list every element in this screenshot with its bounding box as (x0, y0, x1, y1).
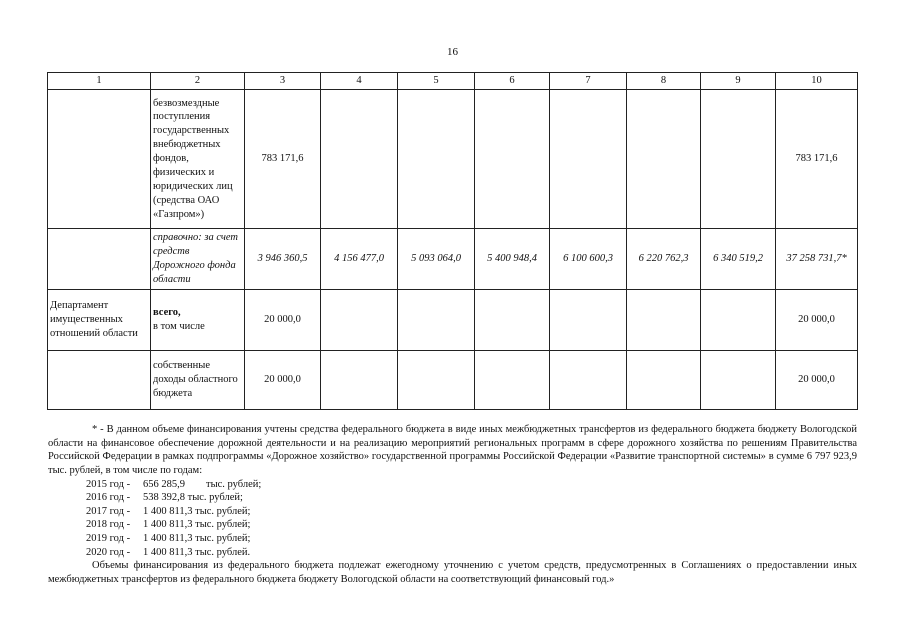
year-amount: 1 400 811,3 тыс. рублей. (143, 546, 251, 558)
year-label: 2018 год - (86, 519, 131, 531)
value-cell: 783 171,6 (245, 90, 321, 229)
year-amount: 656 285,9 тыс. рублей; (143, 478, 262, 490)
footnote (48, 423, 857, 587)
value-cell (475, 290, 550, 351)
value-cell (701, 290, 776, 351)
value-cell (475, 351, 550, 410)
header-cell: 8 (627, 73, 701, 90)
row-organization-cell (48, 351, 151, 410)
list-item (86, 491, 857, 505)
value-cell: 20 000,0 (776, 351, 858, 410)
value-cell (550, 290, 627, 351)
header-cell: 10 (776, 73, 858, 90)
row-organization-cell: Департамент имущественных отношений области (48, 290, 151, 351)
header-cell: 5 (398, 73, 475, 90)
value-cell (321, 351, 398, 410)
financing-table (47, 72, 858, 410)
table-row (48, 90, 858, 229)
value-cell (627, 351, 701, 410)
yearly-amounts-list (86, 478, 857, 560)
row-source-cell (151, 290, 245, 351)
list-item (86, 518, 857, 532)
list-item (86, 532, 857, 546)
value-cell (627, 290, 701, 351)
row-source-cell: безвозмездные поступления государственных внебюджетных фондов, физических и юридических лиц (средства ОАО «Газпром») (151, 90, 245, 229)
year-label: 2020 год - (86, 546, 131, 558)
value-cell: 6 340 519,2 (701, 229, 776, 290)
value-cell: 5 400 948,4 (475, 229, 550, 290)
row-source-cell: справочно: за счет средств Дорожного фонда области (151, 229, 245, 290)
value-cell: 20 000,0 (776, 290, 858, 351)
value-cell (475, 90, 550, 229)
value-cell: 783 171,6 (776, 90, 858, 229)
including-label: в том числе (153, 321, 205, 332)
table-header-row (48, 73, 858, 90)
value-cell: 4 156 477,0 (321, 229, 398, 290)
year-amount: 1 400 811,3 тыс. рублей; (143, 533, 251, 545)
value-cell: 6 100 600,3 (550, 229, 627, 290)
value-cell (398, 290, 475, 351)
total-label: всего, (153, 307, 181, 319)
value-cell (627, 90, 701, 229)
table-row (48, 351, 858, 410)
header-cell: 2 (151, 73, 245, 90)
list-item (86, 546, 857, 560)
value-cell (321, 290, 398, 351)
header-cell: 7 (550, 73, 627, 90)
year-amount: 1 400 811,3 тыс. рублей; (143, 519, 251, 531)
year-label: 2016 год - (86, 492, 131, 504)
row-organization-cell (48, 90, 151, 229)
value-cell (398, 351, 475, 410)
year-amount: 538 392,8 тыс. рублей; (143, 492, 243, 504)
value-cell (550, 90, 627, 229)
value-cell: 20 000,0 (245, 290, 321, 351)
closing-paragraph: Объемы финансирования из федерального бюджета подлежат ежегодному уточнению с учетом средств, предусмотренных в Соглашениях о предоставлении иных межбюджетных трансфертов из федерального бюджета бюджету Вологодской области на соответствующий финансовый год.» (48, 560, 857, 586)
page-number: 16 (447, 46, 458, 58)
header-cell: 1 (48, 73, 151, 90)
table-row (48, 290, 858, 351)
list-item (86, 505, 857, 519)
header-cell: 9 (701, 73, 776, 90)
header-cell: 6 (475, 73, 550, 90)
value-cell (398, 90, 475, 229)
list-item (86, 478, 857, 492)
value-cell: 3 946 360,5 (245, 229, 321, 290)
footnote-text: * - В данном объеме финансирования учтены средства федерального бюджета в виде иных межбюджетных трансфертов из федерального бюджета бюджету Вологодской области на финансовое обеспечение дорожной деятельности и на реализацию мероприятий региональных программ в сфере дорожного хозяйства по решениям Правительства Российской Федерации в рамках подпрограммы «Дорожное хозяйство» государственной программы Российской Федерации «Развитие транспортной системы» в сумме 6 797 923,9 тыс. рублей, в том числе по годам: (48, 424, 857, 476)
header-cell: 4 (321, 73, 398, 90)
value-cell: 6 220 762,3 (627, 229, 701, 290)
year-label: 2015 год - (86, 478, 131, 490)
value-cell: 5 093 064,0 (398, 229, 475, 290)
year-label: 2019 год - (86, 533, 131, 545)
row-source-cell: собственные доходы областного бюджета (151, 351, 245, 410)
header-cell: 3 (245, 73, 321, 90)
value-cell (321, 90, 398, 229)
row-organization-cell (48, 229, 151, 290)
year-label: 2017 год - (86, 505, 131, 517)
value-cell (550, 351, 627, 410)
table-row (48, 229, 858, 290)
value-cell (701, 90, 776, 229)
value-cell: 20 000,0 (245, 351, 321, 410)
year-amount: 1 400 811,3 тыс. рублей; (143, 505, 251, 517)
value-cell: 37 258 731,7* (776, 229, 858, 290)
value-cell (701, 351, 776, 410)
